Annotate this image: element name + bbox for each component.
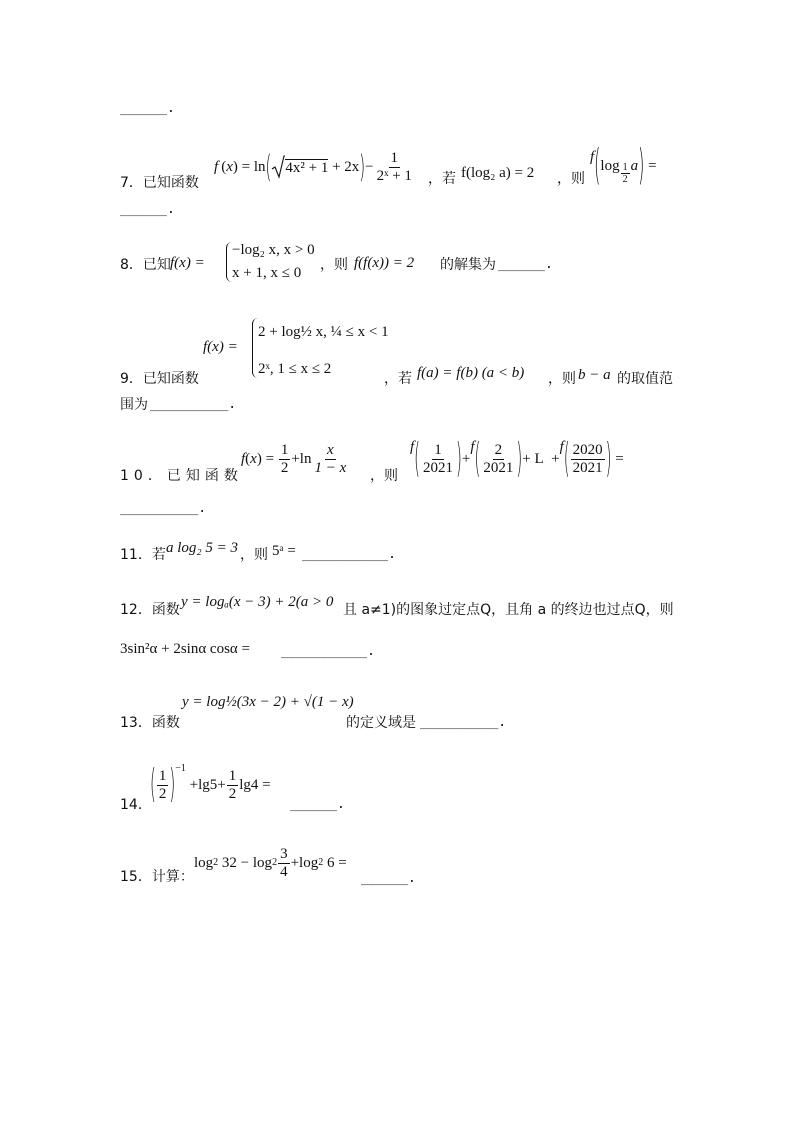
piecewise-case: x + 1, x ≤ 0 [232, 265, 302, 281]
question-prefix: 14． [120, 797, 152, 813]
expression: ( $\frac{1}{2}$ ) $^{-1}$ +lg5+ $\frac{1}{2}$ lg4 = [150, 760, 271, 808]
question-text: 的解集为 [440, 257, 496, 273]
answer-blank: ___________. [302, 547, 396, 562]
target-expression: f ( log $\frac{1}{2}$ a ) = [590, 140, 657, 190]
question-text: ，则 [370, 468, 398, 484]
function-definition: f ( x ) = ln ( 4x² + 1 + 2x ) − $\frac{1}{\text{2ˣ + 1}}$ [214, 147, 412, 185]
function-definition: y = logₐ(x − 3) + 2(a > 0 [181, 594, 334, 610]
function-definition: f ( x ) = $\frac{1}{2}$ +ln $\frac{x}{1 - x}$ [241, 442, 347, 476]
condition: f(a) = f(b) (a < b) [417, 365, 525, 381]
answer-blank: ___________. [281, 644, 375, 659]
answer-blank: ______. [361, 871, 416, 886]
sqrt-expression: 4x² + 1 [271, 155, 328, 179]
question-prefix: 13．函数 [120, 715, 180, 731]
piecewise-case: −log₂ x, x > 0 [232, 242, 315, 258]
answer-blank: __________. [120, 501, 207, 516]
question-text: ，则 [240, 547, 268, 563]
question-text: ，若 [428, 171, 456, 187]
expression: b − a [578, 367, 611, 383]
question-text: ，则 [548, 371, 576, 387]
question-text: 的取值范 [617, 371, 673, 387]
question-text: 且 a≠1)的图象过定点Q，且角 a 的终边也过点Q，则 [343, 602, 674, 618]
question-text: 围为 [120, 397, 148, 413]
answer-blank: ______. [290, 797, 345, 812]
question-prefix: 8．已知 [120, 257, 171, 273]
expression: log 2 32 − log 2 $\frac{3}{4}$ +log 2 6 = [194, 846, 347, 880]
question-prefix: 12．函数 [120, 602, 180, 618]
answer-blank: ______. [498, 257, 553, 272]
question-prefix: 9．已知函数 [120, 371, 199, 387]
expression: 5ᵃ = [272, 543, 296, 559]
question-text: ，则 [557, 171, 585, 187]
question-text: ，则 [320, 257, 348, 273]
question-prefix: 7．已知函数 [120, 175, 199, 191]
condition: f(log₂ a) = 2 [461, 165, 535, 181]
condition: a log₂ 5 = 3 [166, 540, 239, 556]
piecewise-case: 2ˣ, 1 ≤ x ≤ 2 [258, 361, 332, 377]
function-definition: y = log½(3x − 2) + √(1 − x) [182, 694, 354, 710]
expression: 3sin²α + 2sinα cosα = [120, 641, 250, 657]
question-prefix: 10．已知函数 [120, 468, 243, 484]
answer-blank: ______. [120, 202, 175, 217]
piecewise-case: 2 + log½ x, ¼ ≤ x < 1 [258, 324, 389, 340]
function-name: f(x) = [170, 255, 205, 271]
question-text: 的定义域是 [346, 715, 416, 731]
condition: f(f(x)) = 2 [354, 255, 415, 271]
function-name: f(x) = [203, 339, 238, 355]
sum-expression: f ( $\frac{1}{2021}$ ) + f ( $\frac{2}{2021}$ ) + L + f ( $\frac{2020}{2021}$ ) = [410, 433, 624, 482]
answer-blank: __________. [150, 397, 237, 412]
answer-blank: __________. [420, 715, 507, 730]
question-prefix: 11．若 [120, 547, 166, 563]
question-text: ，若 [384, 371, 412, 387]
question-prefix: 15．计算： [120, 869, 194, 885]
answer-blank: ______. [120, 101, 175, 116]
